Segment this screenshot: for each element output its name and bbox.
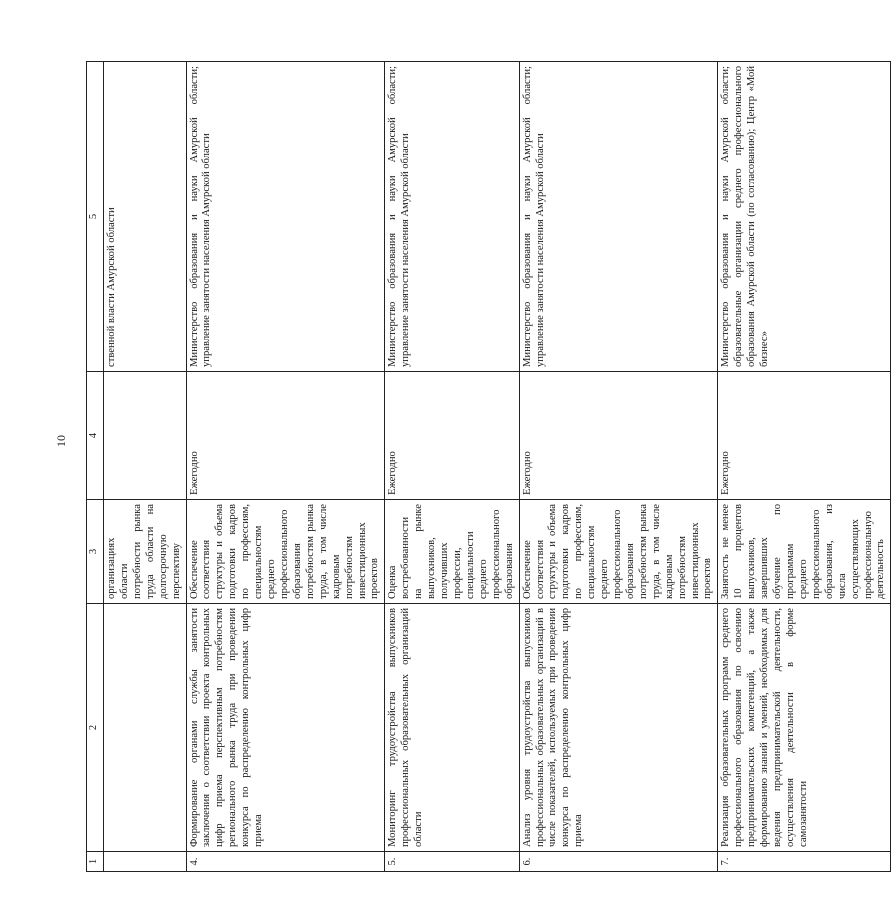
indicator-cell: Обеспечение соответствия структуры и объема подготовки кадров по профессиям, специальностям среднего профессионального образования потребностям рынка труда, в том числе кадровым потребностям инвестиционных проектов bbox=[186, 500, 385, 604]
executor-cell: Министерство образования и науки Амурской области; образовательные организации среднего профессионального образования Амурской области (по согласованию); Центр «Мой бизнес» bbox=[718, 62, 891, 372]
table-row bbox=[519, 62, 718, 872]
executor-cell: Министерство образования и науки Амурской области; управление занятости населения Амурской области bbox=[519, 62, 718, 372]
task-cell: Формирование органами службы занятости заключения о соответствии проекта контрольных цифр приема перспективным потребностям регионального рынка труда при проведении конкурса по распределению контрольных цифр приема bbox=[186, 604, 385, 852]
task-cell: Анализ уровня трудоустройства выпускников профессиональных образовательных организаций в числе показателей, используемых при проведении конкурса по распределению контрольных цифр приема bbox=[519, 604, 718, 852]
period-cell bbox=[104, 372, 187, 500]
column-number: 2 bbox=[87, 604, 104, 852]
executor-cell: Министерство образования и науки Амурской области; управление занятости населения Амурской области bbox=[186, 62, 385, 372]
task-cell: Реализация образовательных программ среднего профессионального образования по освоению предпринимательских компетенций, а также формированию знаний и умений, необходимых для ведения предпринимательской деятельности, осуществления деятельности в форме самозанятости bbox=[718, 604, 891, 852]
period-cell: Ежегодно bbox=[385, 372, 519, 500]
column-number-row bbox=[87, 62, 104, 872]
period-cell: Ежегодно bbox=[718, 372, 891, 500]
indicator-cell: организациях области потребности рынка труда области на долгосрочную перспективу bbox=[104, 500, 187, 604]
column-number: 5 bbox=[87, 62, 104, 372]
column-number: 4 bbox=[87, 372, 104, 500]
row-number: 5. bbox=[385, 852, 519, 872]
table-row bbox=[718, 62, 891, 872]
row-number: 7. bbox=[718, 852, 891, 872]
table-row bbox=[385, 62, 519, 872]
indicator-cell: Оценка востребованности на рынке выпускников, получивших профессии, специальности среднего профессионального образования bbox=[385, 500, 519, 604]
measures-table bbox=[86, 61, 891, 872]
indicator-cell: Обеспечение соответствия структуры и объема подготовки кадров по профессиям, специальностям среднего профессионального образования потребностям рынка труда, в том числе кадровым потребностям инвестиционных проектов bbox=[519, 500, 718, 604]
rotated-table-container bbox=[86, 62, 887, 872]
row-number bbox=[104, 852, 187, 872]
executor-cell: Министерство образования и науки Амурской области; управление занятости населения Амурской области bbox=[385, 62, 519, 372]
row-number: 6. bbox=[519, 852, 718, 872]
column-number: 3 bbox=[87, 500, 104, 604]
task-cell: Мониторинг трудоустройства выпускников профессиональных образовательных организаций области bbox=[385, 604, 519, 852]
indicator-cell: Занятость не менее 10 процентов выпускников, завершивших обучение по программам среднего профессионального образования, из числа осуществляющих профессиональную деятельность bbox=[718, 500, 891, 604]
table-row bbox=[186, 62, 385, 872]
row-number: 4. bbox=[186, 852, 385, 872]
table-row bbox=[104, 62, 187, 872]
column-number: 1 bbox=[87, 852, 104, 872]
executor-cell: ственной власти Амурской области bbox=[104, 62, 187, 372]
page-number: 10 bbox=[54, 435, 68, 447]
period-cell: Ежегодно bbox=[186, 372, 385, 500]
task-cell bbox=[104, 604, 187, 852]
period-cell: Ежегодно bbox=[519, 372, 718, 500]
